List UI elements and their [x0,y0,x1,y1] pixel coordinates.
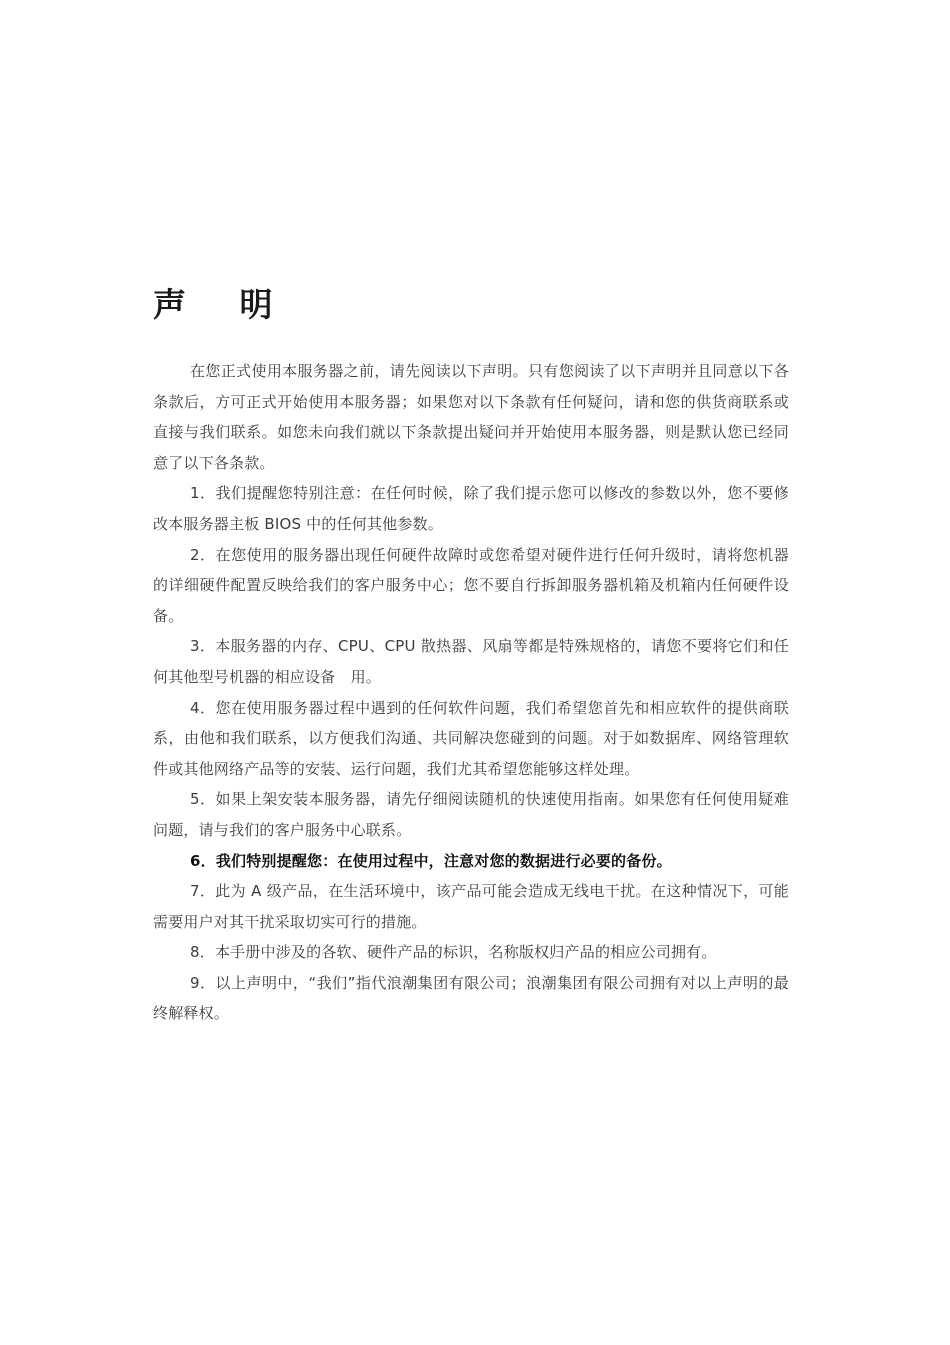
paragraph-intro: 在您正式使用本服务器之前，请先阅读以下声明。只有您阅读了以下声明并且同意以下各条款后，方可正式开始使用本服务器；如果您对以下条款有任何疑问，请和您的供货商联系或直接与我们联系。如您未向我们就以下条款提出疑问并开始使用本服务器，则是默认您已经同意了以下各条款。 [153,362,789,472]
paragraph-item-5: 5．如果上架安装本服务器，请先仔细阅读随机的快速使用指南。如果您有任何使用疑难问题，请与我们的客户服务中心联系。 [153,790,789,839]
paragraph-item-6: 6．我们特别提醒您：在使用过程中，注意对您的数据进行必要的备份。 [190,851,672,870]
page-title: 声 明 [153,285,294,324]
paragraph-item-9: 9．以上声明中，“我们”指代浪潮集团有限公司；浪潮集团有限公司拥有对以上声明的最终解释权。 [153,973,789,1023]
paragraph-item-2: 2．在您使用的服务器出现任何硬件故障时或您希望对硬件进行任何升级时，请将您机器的详细硬件配置反映给我们的客户服务中心；您不要自行拆卸服务器机箱及机箱内任何硬件设备。 [153,545,789,625]
paragraph-item-8: 8．本手册中涉及的各软、硬件产品的标识，名称版权归产品的相应公司拥有。 [190,943,717,962]
paragraph-item-3: 3．本服务器的内存、CPU、CPU 散热器、风扇等都是特殊规格的，请您不要将它们和任何其他型号机器的相应设备 用。 [153,637,789,686]
declaration-body [153,356,789,1029]
paragraph-item-7: 7．此为 A 级产品，在生活环境中，该产品可能会造成无线电干扰。在这种情况下，可能需要用户对其干扰采取切实可行的措施。 [153,882,789,931]
paragraph-item-1: 1．我们提醒您特别注意：在任何时候，除了我们提示您可以修改的参数以外，您不要修改本服务器主板 BIOS 中的任何其他参数。 [153,484,789,533]
paragraph-item-4: 4．您在使用服务器过程中遇到的任何软件问题，我们希望您首先和相应软件的提供商联系，由他和我们联系，以方便我们沟通、共同解决您碰到的问题。对于如数据库、网络管理软件或其他网络产品等的安装、运行问题，我们尤其希望您能够这样处理。 [153,698,789,778]
